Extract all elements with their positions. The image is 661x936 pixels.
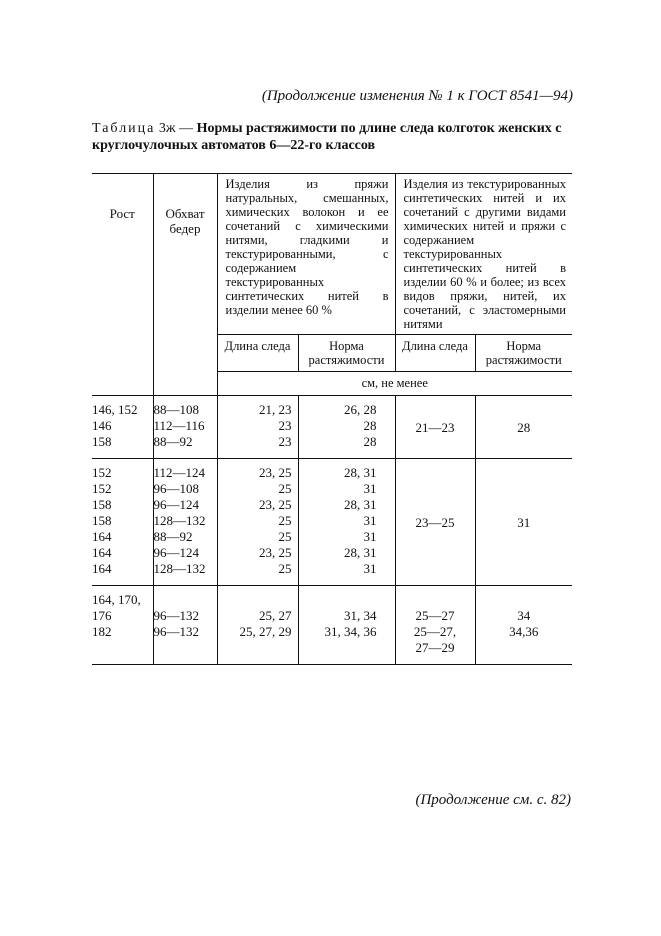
heights-cell: 146, 152 146 158 [92, 396, 153, 459]
hips-cell: 112—124 96—108 96—124 128—132 88—92 96—124 128—132 [153, 459, 217, 586]
length1-cell: 21, 23 23 23 [217, 396, 298, 459]
subheader-norm-1: Норма растяжимости [298, 335, 395, 372]
continuation-footer: (Продолжение см. с. 82) [415, 792, 571, 808]
stretch-norms-table [92, 173, 572, 665]
length2-cell: 21—23 [395, 396, 475, 459]
caption-title: Нормы растяжимости по длине следа колготок женских с круглочулочных автоматов 6—22-го классов [92, 121, 562, 153]
group-header-textured-synthetic: Изделия из текстурированных синтетических нитей и их сочетаний с другими видами химических нитей и пряжи с содержанием текстурированных синтетических нитей в изделии 60 % и более; из всех видов пряжи, нитей, их сочетаний, с эластомерными нитями [395, 174, 572, 335]
norm1-cell: 31, 34 31, 34, 36 [298, 586, 395, 665]
col-header-hips: Обхват бедер [153, 174, 217, 396]
table-row [92, 459, 572, 586]
units-row: см, не менее [217, 372, 572, 396]
caption-prefix: Таблица [92, 121, 156, 136]
table-caption [92, 120, 578, 154]
length2-cell: 23—25 [395, 459, 475, 586]
continuation-header: (Продолжение изменения № 1 к ГОСТ 8541—94) [261, 88, 573, 104]
group-header-natural-yarn: Изделия из пряжи натуральных, смешанных, химических волокон и ее сочетаний с химическими нитями, гладкими и текстурированными, с содержанием текстурированных синтетических нитей в изделии менее 60 % [217, 174, 395, 335]
norm2-cell: 34 34,36 [475, 586, 572, 665]
caption-number: 3ж — [155, 121, 197, 136]
length2-cell: 25—27 25—27, 27—29 [395, 586, 475, 665]
table-row [92, 586, 572, 665]
hips-cell: 88—108 112—116 88—92 [153, 396, 217, 459]
norm1-cell: 28, 31 31 28, 31 31 31 28, 31 31 [298, 459, 395, 586]
length1-cell: 23, 25 25 23, 25 25 25 23, 25 25 [217, 459, 298, 586]
hips-cell: 96—132 96—132 [153, 586, 217, 665]
norm2-cell: 31 [475, 459, 572, 586]
table-row [92, 396, 572, 459]
subheader-norm-2: Норма растяжимости [475, 335, 572, 372]
norm2-cell: 28 [475, 396, 572, 459]
subheader-length-2: Длина следа [395, 335, 475, 372]
subheader-length-1: Длина следа [217, 335, 298, 372]
length1-cell: 25, 27 25, 27, 29 [217, 586, 298, 665]
heights-cell: 152 152 158 158 164 164 164 [92, 459, 153, 586]
heights-cell: 164, 170, 176 182 [92, 586, 153, 665]
col-header-height: Рост [92, 174, 153, 396]
norm1-cell: 26, 28 28 28 [298, 396, 395, 459]
